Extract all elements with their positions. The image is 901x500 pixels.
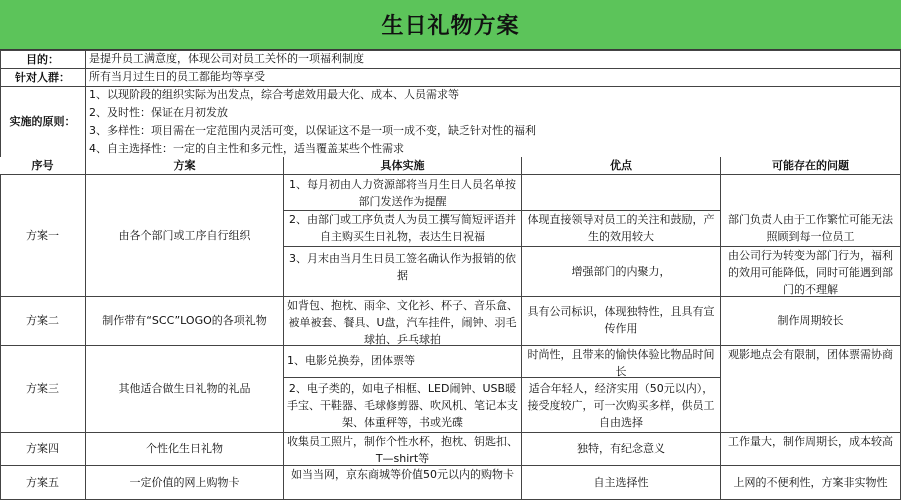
plan-cons: 制作周期较长 xyxy=(777,314,844,327)
plan-impl: 2、由部门或工序负责人为员工撰写简短评语并自主购买生日礼物，表达生日祝福 xyxy=(289,213,516,243)
plan-pros: 时尚性，且带来的愉快体验比物品时间长 xyxy=(527,348,715,377)
plan-impl: 1、电影兑换券，团体票等 xyxy=(287,354,415,367)
plan-impl: 如当当网，京东商城等价值50元以内的购物卡 xyxy=(291,468,514,481)
plan-impl: 2、电子类的，如电子相框、LED闹钟、USB暖手宝、干鞋器、毛球修剪器、吹风机、笔记本支架、体重秤等，书或光碟 xyxy=(287,382,518,429)
page-title: 生日礼物方案 xyxy=(381,14,520,39)
plan-cons: 部门负责人由于工作繁忙可能无法照顾到每一位员工 xyxy=(728,213,893,243)
grid-line xyxy=(283,377,721,378)
col-header-cons: 可能存在的问题 xyxy=(721,157,900,174)
plan-cons: 观影地点会有限制，团体票需协商 xyxy=(728,348,893,361)
principle-item: 3、多样性：项目需在一定范围内灵活可变，以保证这不是一项一成不变，缺乏针对性的福利 xyxy=(89,124,536,137)
plan-pros: 适合年轻人，经济实用（50元以内），接受度较广，可一次购买多样，供员工自由选择 xyxy=(527,382,715,429)
principle-item: 1、以现阶段的组织实际为出发点，综合考虑效用最大化、成本、人员需求等 xyxy=(89,88,459,101)
target-text: 所有当月过生日的员工都能均等享受 xyxy=(89,70,265,83)
plan-name: 其他适合做生日礼物的礼品 xyxy=(118,382,251,395)
plan-pros: 体现直接领导对员工的关注和鼓励，产生的效用较大 xyxy=(527,213,715,243)
plan-pros: 自主选择性 xyxy=(593,475,649,489)
plan-cons: 上网的不便利性，方案非实物性 xyxy=(733,475,888,489)
goal-text: 是提升员工满意度，体现公司对员工关怀的一项福利制度 xyxy=(89,52,364,65)
plan-name: 个性化生日礼物 xyxy=(146,442,223,455)
col-header-pros: 优点 xyxy=(522,157,720,174)
plan-impl: 3、月末由当月生日员工签名确认作为报销的依据 xyxy=(289,252,516,282)
col-header-no: 序号 xyxy=(0,157,85,174)
principle-label: 实施的原则： xyxy=(9,115,76,128)
plan-name: 由各个部门或工序自行组织 xyxy=(118,228,251,242)
plan-impl: 如背包、抱枕、雨伞、文化衫、杯子、音乐盒、被单被套、餐具、U盘，汽车挂件，闹钟、羽毛球拍、乒乓球拍 xyxy=(287,299,518,345)
plan-name: 制作带有“SCC”LOGO的各项礼物 xyxy=(102,314,267,327)
plan-no: 方案三 xyxy=(26,382,59,395)
plan-cons: 工作量大，制作周期长，成本较高 xyxy=(728,435,893,448)
principle-item: 4、自主选择性：一定的自主性和多元性，适当覆盖某些个性需求 xyxy=(89,142,404,155)
col-header-impl: 具体实施 xyxy=(284,157,521,174)
goal-label: 目的： xyxy=(26,52,59,66)
plan-no: 方案五 xyxy=(26,475,59,489)
col-header-plan: 方案 xyxy=(86,157,283,174)
plan-pros: 增强部门的内聚力， xyxy=(571,265,671,278)
plan-name: 一定价值的网上购物卡 xyxy=(129,475,240,489)
plan-no: 方案一 xyxy=(26,228,59,242)
plan-impl: 收集员工照片，制作个性水杯，抱枕、钥匙扣、T—shirt等 xyxy=(287,435,518,465)
plan-no: 方案二 xyxy=(26,314,59,327)
principle-item: 2、及时性：保证在月初发放 xyxy=(89,106,228,119)
plan-pros: 独特，有纪念意义 xyxy=(577,442,665,455)
plan-no: 方案四 xyxy=(26,442,59,455)
plan-pros: 具有公司标识，体现独特性，且具有宣传作用 xyxy=(527,305,715,335)
plan-cons: 由公司行为转变为部门行为，福利的效用可能降低，同时可能遇到部门的不理解 xyxy=(728,249,893,296)
plan-impl: 1、每月初由人力资源部将当月生日人员名单按部门发送作为提醒 xyxy=(289,178,516,208)
title-bar xyxy=(0,0,901,50)
target-label: 针对人群： xyxy=(15,70,70,84)
